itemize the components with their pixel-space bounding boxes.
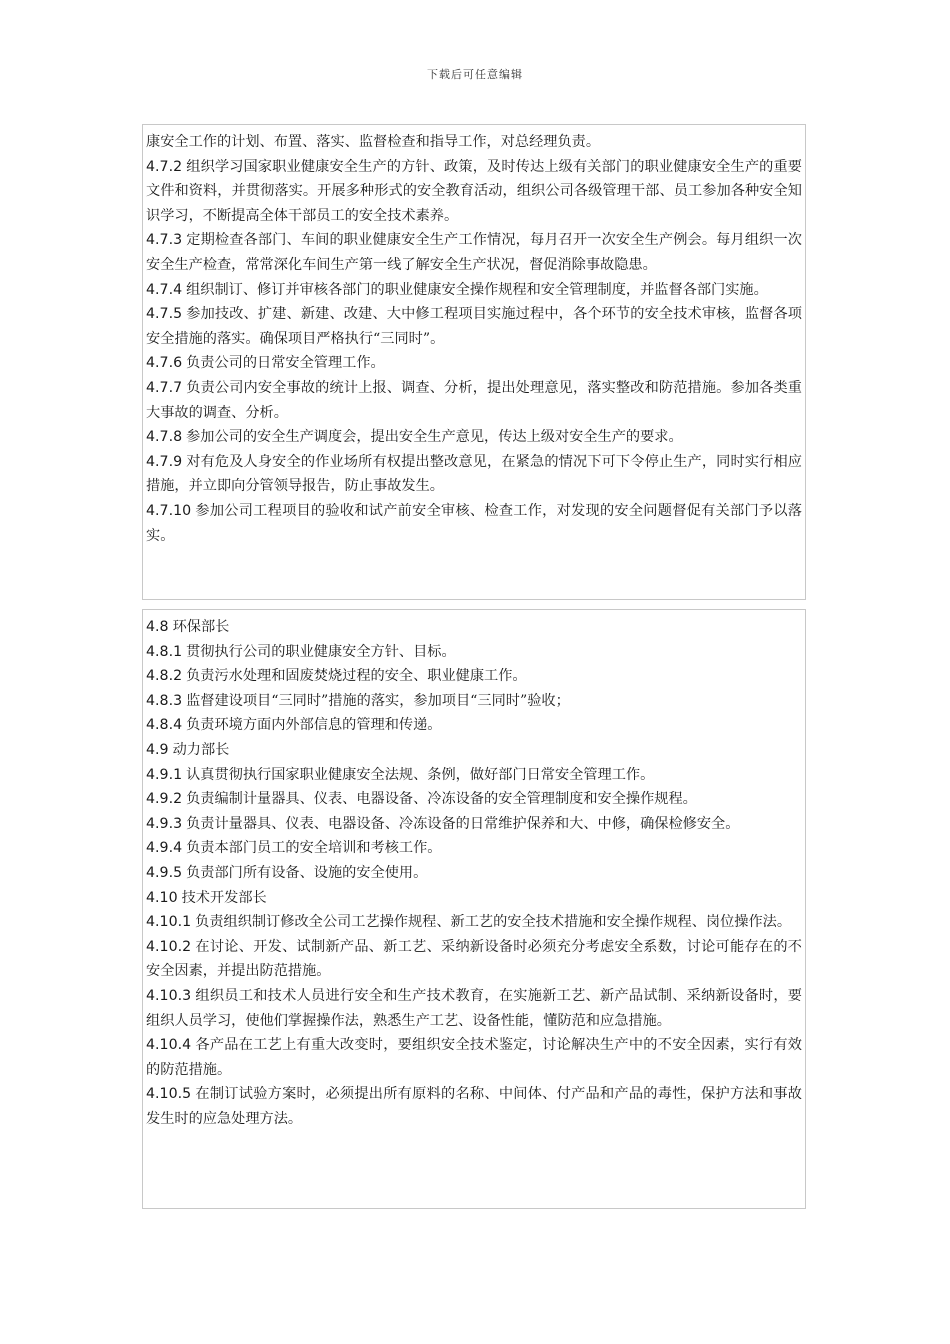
clause-text: 定期检查各部门、车间的职业健康安全生产工作情况，每月召开一次安全生产例会。每月组织一次安全生产检查，常常深化车间生产第一线了解安全生产状况，督促消除事故隐患。 [146,232,802,273]
clause-text: 动力部长 [172,741,230,758]
clause-number: 4.8.3 [146,692,183,709]
clause-text: 组织员工和技术人员进行安全和生产技术教育，在实施新工艺、新产品试制、采纳新设备时，要组织人员学习，使他们掌握操作法，熟悉生产工艺、设备性能，懂防范和应急措施。 [146,987,802,1029]
paragraph [146,302,802,351]
section-heading [146,886,802,911]
clause-text: 负责组织制订修改全公司工艺操作规程、新工艺的安全技术措施和安全操作规程、岗位操作法。 [195,914,792,931]
paragraph [146,130,802,155]
paragraph [146,984,802,1033]
clause-number: 4.10.2 [146,938,192,955]
paragraph [146,910,802,935]
clause-number: 4.8.1 [146,643,183,660]
clause-text: 对有危及人身安全的作业场所有权提出整改意见，在紧急的情况下可下令停止生产，同时实行相应措施，并立即向分管领导报告，防止事故发生。 [146,453,802,495]
clause-text: 参加技改、扩建、新建、改建、大中修工程项目实施过程中，各个环节的安全技术审核，监督各项安全措施的落实。确保项目严格执行“三同时”。 [146,306,802,347]
clause-number: 4.9.1 [146,766,183,783]
clause-number: 4.8.2 [146,668,183,685]
clause-text: 康安全工作的计划、布置、落实、监督检查和指导工作，对总经理负责。 [146,134,601,150]
paragraph [146,1033,802,1082]
paragraph [146,278,802,303]
clause-number: 4.7.9 [146,453,183,470]
clause-text: 监督建设项目“三同时”措施的落实，参加项目“三同时”验收； [186,692,570,709]
clause-text: 负责本部门员工的安全培训和考核工作。 [186,840,442,857]
clause-number: 4.10.4 [146,1037,192,1054]
paragraph [146,664,802,689]
clause-text: 负责公司的日常安全管理工作。 [186,355,385,372]
clause-number: 4.10.1 [146,914,192,931]
clause-number: 4.8.4 [146,717,183,734]
clause-number: 4.9 [146,741,169,758]
clause-text: 在讨论、开发、试制新产品、新工艺、采纳新设备时必须充分考虑安全系数，讨论可能存在的不安全因素，并提出防范措施。 [146,938,802,980]
paragraph [146,450,802,499]
clause-number: 4.10 [146,889,178,906]
clause-text: 在制订试验方案时，必须提出所有原料的名称、中间体、付产品和产品的毒性，保护方法和事故发生时的应急处理方法。 [146,1086,802,1127]
paragraph [146,861,802,886]
clause-text: 负责编制计量器具、仪表、电器设备、冷冻设备的安全管理制度和安全操作规程。 [186,791,697,808]
clause-number: 4.8 [146,619,169,635]
clause-text: 组织制订、修订并审核各部门的职业健康安全操作规程和安全管理制度，并监督各部门实施。 [186,281,768,298]
paragraph [146,713,802,738]
clause-number: 4.7.6 [146,355,183,372]
clause-text: 参加公司的安全生产调度会，提出安全生产意见，传达上级对安全生产的要求。 [186,429,683,446]
clause-number: 4.9.3 [146,815,183,832]
paragraph [146,787,802,812]
paragraph [146,689,802,714]
clause-number: 4.10.3 [146,987,192,1004]
paragraph [146,155,802,229]
clause-number: 4.10.5 [146,1086,192,1103]
paragraph [146,763,802,788]
section-heading [146,738,802,763]
clause-text: 负责环境方面内外部信息的管理和传递。 [186,717,442,734]
clause-text: 环保部长 [172,619,230,635]
clause-number: 4.7.3 [146,232,183,249]
paragraph [146,351,802,376]
clause-number: 4.7.5 [146,306,183,323]
clause-text: 贯彻执行公司的职业健康安全方针、目标。 [186,643,456,660]
clause-text: 负责污水处理和固废焚烧过程的安全、职业健康工作。 [186,668,527,685]
paragraph [146,836,802,861]
text-box-responsibilities-4-7 [142,124,806,600]
paragraph [146,812,802,837]
clause-text: 认真贯彻执行国家职业健康安全法规、条例，做好部门日常安全管理工作。 [186,766,655,783]
page-header: 下载后可任意编辑 [427,68,523,81]
clause-number: 4.9.2 [146,791,183,808]
clause-number: 4.7.10 [146,502,192,519]
clause-text: 参加公司工程项目的验收和试产前安全审核、检查工作，对发现的安全问题督促有关部门予以落实。 [146,502,802,544]
section-heading [146,615,802,640]
clause-number: 4.9.5 [146,864,183,881]
paragraph [146,935,802,984]
paragraph [146,376,802,425]
clause-text: 各产品在工艺上有重大改变时，要组织安全技术鉴定，讨论解决生产中的不安全因素，实行有效的防范措施。 [146,1037,802,1078]
clause-text: 技术开发部长 [181,889,267,906]
clause-text: 负责公司内安全事故的统计上报、调查、分析，提出处理意见，落实整改和防范措施。参加各类重大事故的调查、分析。 [146,379,802,421]
text-box-responsibilities-4-8-to-4-10 [142,609,806,1209]
clause-number: 4.7.4 [146,281,183,298]
paragraph [146,499,802,548]
clause-text: 组织学习国家职业健康安全生产的方针、政策，及时传达上级有关部门的职业健康安全生产的重要文件和资料，并贯彻落实。开展多种形式的安全教育活动，组织公司各级管理干部、员工参加各种安全知识学习，不断提高全体干部员工的安全技术素养。 [146,158,802,224]
clause-text: 负责计量器具、仪表、电器设备、冷冻设备的日常维护保养和大、中修，确保检修安全。 [186,815,740,832]
paragraph [146,228,802,277]
paragraph [146,640,802,665]
clause-text: 负责部门所有设备、设施的安全使用。 [186,864,428,881]
clause-number: 4.7.8 [146,429,183,446]
paragraph [146,425,802,450]
paragraph [146,1082,802,1131]
clause-number: 4.9.4 [146,840,183,857]
clause-number: 4.7.7 [146,379,183,396]
clause-number: 4.7.2 [146,158,183,175]
